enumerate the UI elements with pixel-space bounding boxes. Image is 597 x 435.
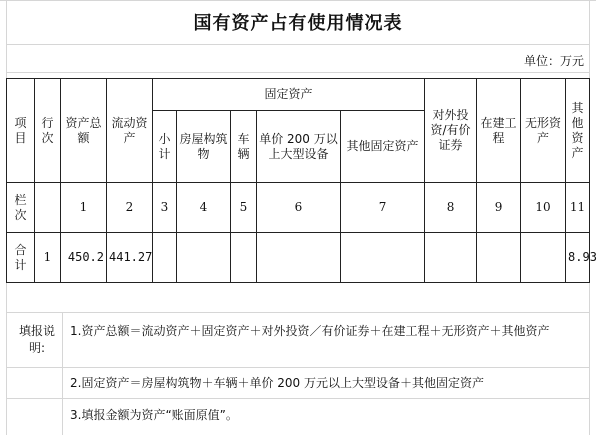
header-intangible: 无形资产 [521,79,566,183]
column-index-cell: 5 [231,183,257,233]
column-index-cell: 7 [341,183,425,233]
header-buildings: 房屋构筑物 [177,111,231,183]
construction-value [477,233,521,283]
note-item: 3.填报金额为资产“账面原值”。 [70,408,238,422]
header-fixed-assets: 固定资产 [153,79,425,111]
current-assets-value: 441.27 [107,233,153,283]
page-title: 国有资产占有使用情况表 [193,13,403,34]
header-item: 项目 [7,79,35,183]
notes-label: 填报说明: [18,324,55,355]
header-row-no: 行次 [35,79,61,183]
column-index-cell: 4 [177,183,231,233]
column-index-cell: 10 [521,183,566,233]
grid-line-blank [6,312,590,313]
header-other-assets: 其他资产 [566,79,590,183]
subtotal-value [153,233,177,283]
column-index-cell: 11 [566,183,590,233]
other-fixed-value [341,233,425,283]
investments-value [425,233,477,283]
column-index-cell: 3 [153,183,177,233]
column-index-cell: 9 [477,183,521,233]
column-index-cell: 8 [425,183,477,233]
column-index-cell [35,183,61,233]
header-vehicles: 车辆 [231,111,257,183]
asset-table [6,78,597,283]
note-item: 1.资产总额＝流动资产＋固定资产＋对外投资／有价证券＋在建工程＋无形资产＋其他资产 [70,324,550,338]
buildings-value [177,233,231,283]
header-total-assets: 资产总额 [61,79,107,183]
header-subtotal: 小计 [153,111,177,183]
header-other-fixed: 其他固定资产 [341,111,425,183]
other-assets-value: 8.93 [566,233,590,283]
header-large-equipment: 单价 200 万以上大型设备 [257,111,341,183]
large-equipment-value [257,233,341,283]
header-construction: 在建工程 [477,79,521,183]
total-row [7,233,590,283]
total-row-no: 1 [35,233,61,283]
header-investments: 对外投资/有价证券 [425,79,477,183]
header-current-assets: 流动资产 [107,79,153,183]
column-index-cell: 2 [107,183,153,233]
grid-line-unit [6,72,590,73]
column-index-cell: 1 [61,183,107,233]
total-assets-value: 450.2 [61,233,107,283]
vehicles-value [231,233,257,283]
unit-label: 单位：万元 [523,54,584,68]
grid-line-note2 [6,398,590,399]
column-index-label: 栏次 [7,183,35,233]
column-index-cell: 6 [257,183,341,233]
grid-line-title [6,44,590,45]
grid-line-note1 [6,367,590,368]
note-item: 2.固定资产＝房屋构筑物＋车辆＋单价 200 万元以上大型设备＋其他固定资产 [70,376,484,390]
intangible-value [521,233,566,283]
header-row-1 [7,79,590,111]
column-index-row [7,183,590,233]
total-label: 合计 [7,233,35,283]
grid-line-note-col [62,312,63,435]
